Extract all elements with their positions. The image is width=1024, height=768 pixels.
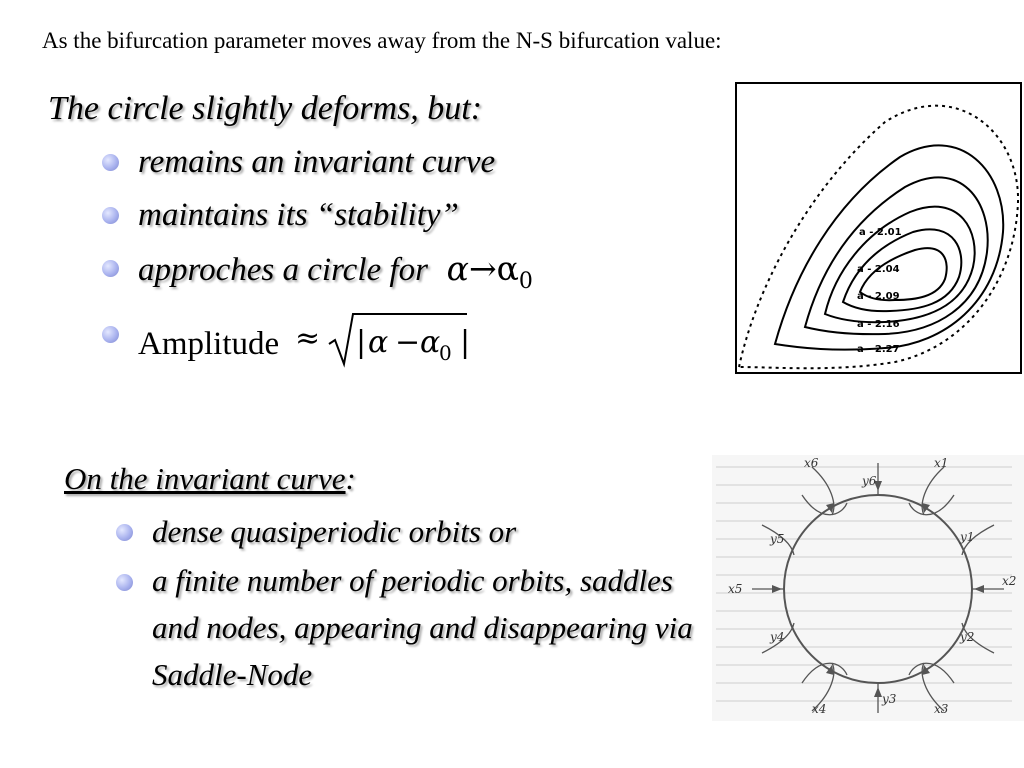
y6-label: y6 [862,474,877,488]
curve-label: a - 2.04 [857,264,900,275]
bullet-dot-icon [102,154,119,171]
x4-label: x4 [812,702,827,716]
bullet-dot-icon [102,260,119,277]
svg-text:|: | [460,325,471,360]
y1-label: y1 [960,530,975,544]
curve-label: a - 2.27 [857,344,900,355]
bullet-item [138,308,533,385]
saddle-node-circle-figure [712,455,1024,721]
bullet-text: approches a circle for [138,252,428,288]
slide-subtitle: As the bifurcation parameter moves away from the N-S bifurcation value: [42,28,722,53]
y4-label: y4 [770,630,785,644]
x3-label: x3 [934,702,949,716]
section1-heading: The circle slightly deforms, but: [48,90,483,127]
bullet-item [138,242,533,308]
y3-label: y3 [882,692,897,706]
alpha-to-alpha0-formula: $\alpha\to\alpha_0$ [446,249,533,294]
section2-bullet-list [152,507,712,698]
amplitude-label: Amplitude [138,326,280,363]
section2-heading-underlined: On the invariant curve [64,461,346,496]
svg-text:0: 0 [439,341,453,365]
bullet-item [152,557,712,698]
curve-label: a - 2.09 [857,291,900,302]
x2-label: x2 [1002,574,1017,588]
svg-text:|: | [356,325,367,360]
section2-heading-suffix: : [345,461,356,496]
x6-label: x6 [804,456,819,470]
curve-label: a - 2.16 [857,319,900,330]
svg-text:−: − [395,325,421,360]
bullet-dot-icon [116,574,133,591]
invariant-curves-figure [735,82,1022,374]
bullet-text: remains an invariant curve [138,144,496,180]
bullet-dot-icon [102,207,119,224]
bullet-item [138,189,533,242]
x1-label: x1 [934,456,949,470]
svg-text:α: α [420,325,441,360]
y2-label: y2 [960,630,975,644]
y5-label: y5 [770,532,785,546]
bullet-text: a finite number of periodic orbits, saddles and nodes, appearing and disappearing via Saddle-Node [152,563,693,692]
curve-label: a - 2.01 [859,227,902,238]
bullet-text: maintains its “stability” [138,197,459,233]
x5-label: x5 [728,582,743,596]
bullet-text: dense quasiperiodic orbits or [152,514,517,549]
amplitude-formula [295,308,500,385]
section1-bullet-list [138,136,533,385]
sqrt-formula-svg [295,308,500,368]
svg-text:α: α [368,325,389,360]
section2-heading [64,461,356,497]
bullet-dot-icon [116,524,133,541]
svg-text:≈: ≈ [295,321,321,356]
bullet-item [138,136,533,189]
bullet-dot-icon [102,326,119,343]
bullet-item [152,507,712,557]
